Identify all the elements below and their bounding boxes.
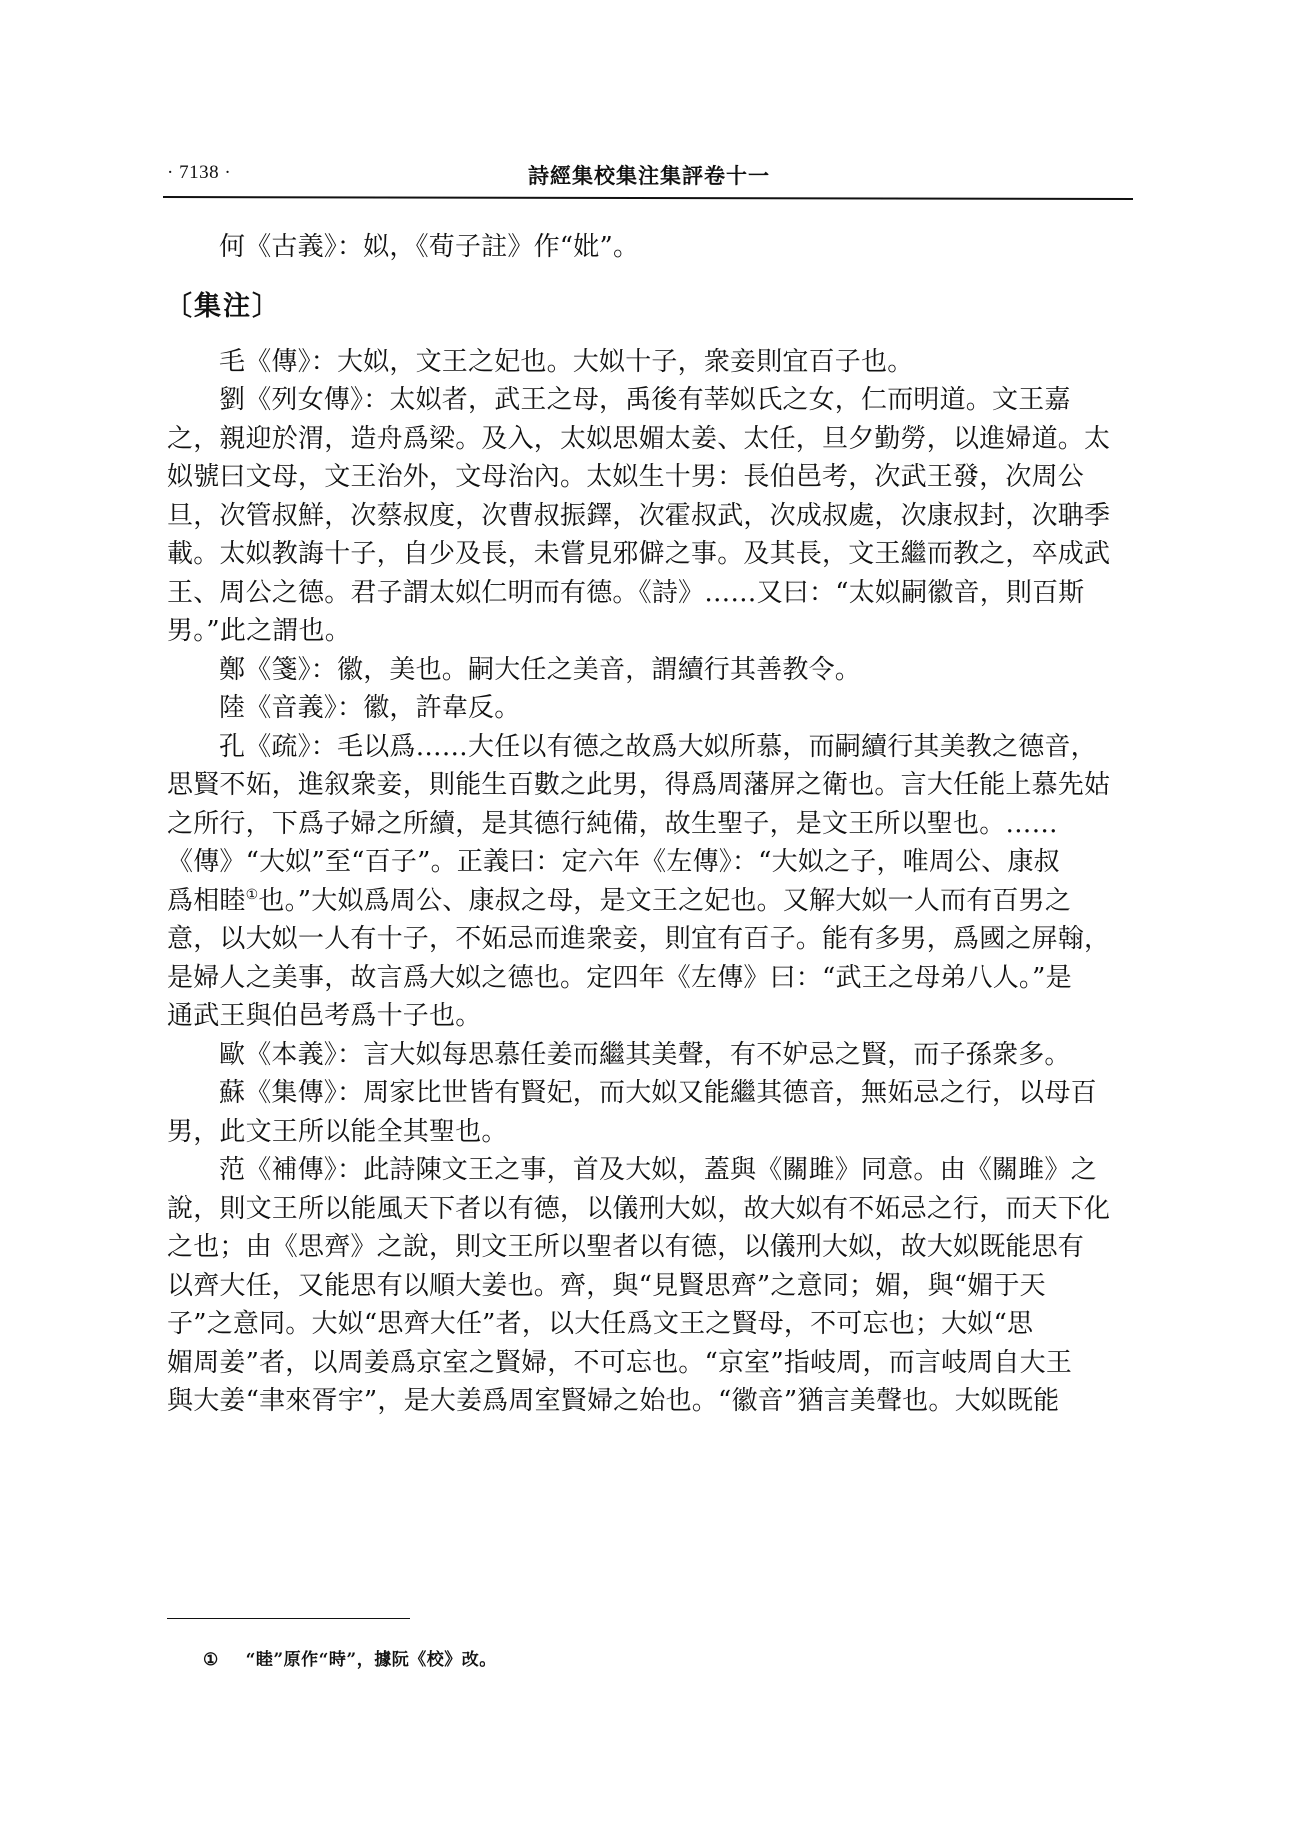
commentary-paragraph <box>167 689 1133 728</box>
paragraph-line: 旦，次管叔鮮，次蔡叔度，次曹叔振鐸，次霍叔武，次成叔處，次康叔封，次聃季 <box>167 500 1111 531</box>
footnote-reference: ① <box>245 886 259 903</box>
footnote-marker: ① <box>203 1650 219 1670</box>
paragraph-line: 王、周公之德。君子謂太姒仁明而有德。《詩》……又曰：“太姒嗣徽音，則百斯 <box>167 577 1085 608</box>
paragraph-line: 姒號曰文母，文王治外，文母治內。太姒生十男：長伯邑考，次武王發，次周公 <box>167 462 1085 492</box>
paragraph-first-line: 孔《疏》：毛以爲……大任以有德之故爲大姒所慕，而嗣續行其美教之德音， <box>219 731 1097 762</box>
paragraph-line: 與大姜“聿來胥宇”，是大姜爲周室賢婦之始也。“徽音”猶言美聲也。大姒既能 <box>167 1386 1060 1416</box>
footnote-text: “睦”原作“時”，據阮《校》改。 <box>245 1650 497 1670</box>
commentary-paragraph <box>167 381 1133 651</box>
section-heading: 〔集注〕 <box>165 290 281 322</box>
paragraph-line: 通武王與伯邑考爲十子也。 <box>167 1001 482 1031</box>
paragraph-line: 之也；由《思齊》之說，則文王所以聖者以有德，以儀刑大姒，故大姒既能思有 <box>167 1232 1085 1262</box>
paragraph-line: 載。太姒教誨十子，自少及長，未嘗見邪僻之事。及其長，文王繼而教之，卒成武 <box>167 539 1111 569</box>
paragraph-first-line: 蘇《集傳》：周家比世皆有賢妃，而大姒又能繼其德音，無妬忌之行，以母百 <box>219 1078 1097 1108</box>
paragraph-line: 之所行，下爲子婦之所續，是其德行純備，故生聖子，是文王所以聖也。…… <box>167 808 1058 839</box>
paragraph-line: 《傳》“大姒”至“百子”。正義曰：定六年《左傳》：“大姒之子，唯周公、康叔 <box>167 847 1060 877</box>
main-text <box>167 228 1133 1421</box>
footnote-rule <box>167 1618 410 1619</box>
commentary-paragraph <box>167 1074 1133 1151</box>
commentary-paragraph <box>167 343 1133 382</box>
paragraph-line: 說，則文王所以能風天下者以有德，以儀刑大姒，故大姒有不妬忌之行，而天下化 <box>167 1193 1111 1224</box>
paragraph-first-line: 鄭《箋》：徽，美也。嗣大任之美音，謂續行其善教令。 <box>219 654 862 685</box>
paragraph-first-line: 毛《傳》：大姒，文王之妃也。大姒十子，衆妾則宜百子也。 <box>219 346 914 377</box>
page-header <box>165 160 1133 190</box>
paragraph-line: 思賢不妬，進叙衆妾，則能生百數之此男，得爲周藩屏之衛也。言大任能上慕先姑 <box>167 770 1111 800</box>
intro-line: 何《古義》：姒，《荀子註》作“妣”。 <box>219 232 640 262</box>
paragraph-line: 爲相睦①也。”大姒爲周公、康叔之母，是文王之妃也。又解大姒一人而有百男之 <box>167 885 1072 916</box>
page-number: · 7138 · <box>167 162 232 183</box>
paragraph-first-line: 范《補傳》：此詩陳文王之事，首及大姒，蓋與《關雎》同意。由《關雎》之 <box>219 1155 1097 1185</box>
paragraph-line: 是婦人之美事，故言爲大姒之德也。定四年《左傳》曰：“武王之母弟八人。”是 <box>167 962 1072 993</box>
commentary-paragraph <box>167 1151 1133 1421</box>
paragraph-line: 男，此文王所以能全其聖也。 <box>167 1116 508 1147</box>
paragraph-line: 以齊大任，又能思有以順大姜也。齊，與“見賢思齊”之意同；媚，與“媚于天 <box>167 1270 1046 1301</box>
paragraph-line: 媚周姜”者，以周姜爲京室之賢婦，不可忘也。“京室”指岐周，而言岐周自大王 <box>167 1347 1073 1378</box>
paragraph-line: 男。”此之謂也。 <box>167 616 351 646</box>
paragraph-first-line: 陸《音義》：徽，許韋反。 <box>219 693 521 723</box>
commentary-paragraph <box>167 651 1133 690</box>
paragraph-line: 之，親迎於渭，造舟爲梁。及入，太姒思媚太姜、太任，旦夕勤勞，以進婦道。太 <box>167 423 1111 454</box>
paragraph-line: 子”之意同。大姒“思齊大任”者，以大任爲文王之賢母，不可忘也；大姒“思 <box>167 1309 1034 1339</box>
paragraph-first-line: 歐《本義》：言大姒每思慕任姜而繼其美聲，有不妒忌之賢，而子孫衆多。 <box>219 1039 1071 1070</box>
commentary-paragraph <box>167 728 1133 1036</box>
commentary-paragraph <box>167 1036 1133 1075</box>
paragraph-first-line: 劉《列女傳》：太姒者，武王之母，禹後有莘姒氏之女，仁而明道。文王嘉 <box>219 385 1071 415</box>
running-title: 詩經集校集注集評卷十一 <box>528 163 770 188</box>
header-rule <box>163 196 1133 200</box>
footnote <box>203 1645 497 1670</box>
paragraph-line: 意，以大姒一人有十子，不妬忌而進衆妾，則宜有百子。能有多男，爲國之屏翰， <box>167 924 1111 954</box>
commentary-paragraphs <box>167 343 1133 1421</box>
